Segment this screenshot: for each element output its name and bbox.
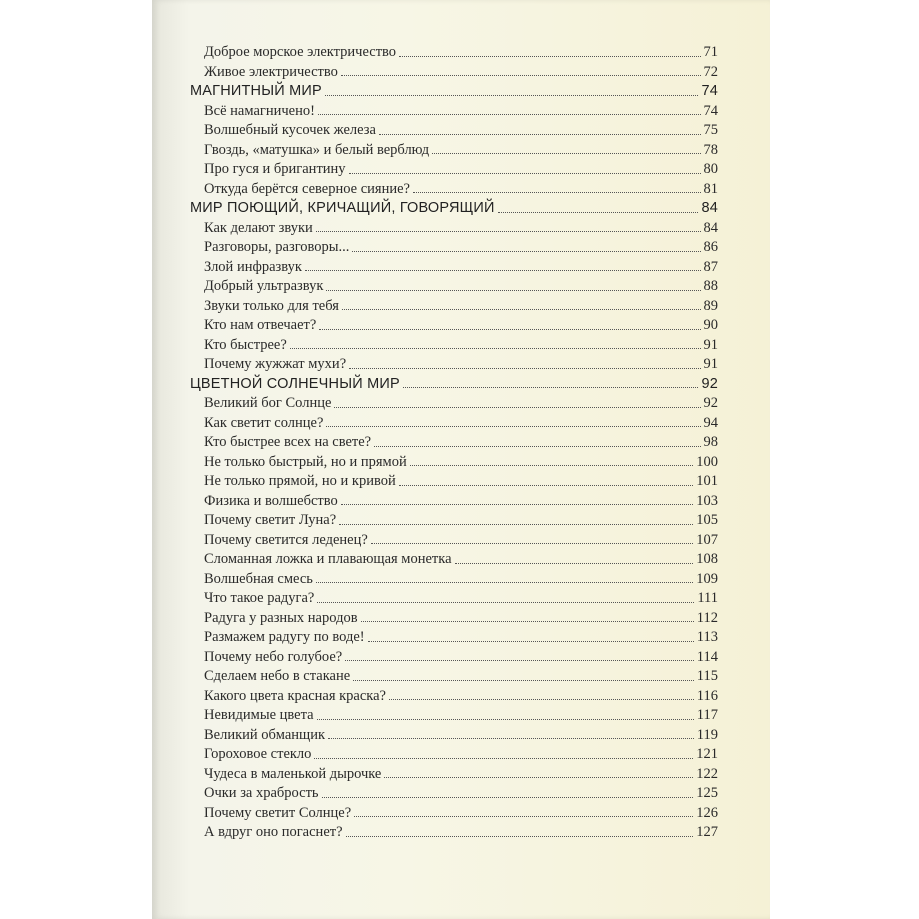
toc-entry-title: Как светит солнце? <box>204 414 324 431</box>
toc-entry-title: Великий обманщик <box>204 726 326 743</box>
toc-entry-page-number: 122 <box>696 765 718 782</box>
toc-entry-page-number: 87 <box>703 258 718 275</box>
toc-entry-page-number: 109 <box>696 570 718 587</box>
dot-leader <box>316 231 701 232</box>
dot-leader <box>410 465 694 466</box>
dot-leader <box>349 173 701 174</box>
dot-leader <box>498 212 699 213</box>
toc-entry <box>190 627 718 647</box>
toc-entry-title: Разговоры, разговоры... <box>204 239 350 255</box>
toc-entry-page-number: 117 <box>696 707 718 723</box>
toc-entry-page-number: 89 <box>703 297 718 314</box>
toc-entry <box>190 725 718 745</box>
toc-entry <box>190 491 718 511</box>
dot-leader <box>305 270 701 271</box>
dot-leader <box>349 368 700 369</box>
toc-entry-page-number: 116 <box>696 687 718 704</box>
toc-entry-title: Радуга у разных народов <box>204 609 358 626</box>
dot-leader <box>413 192 701 193</box>
dot-leader <box>290 348 701 349</box>
toc-entry <box>190 803 718 823</box>
toc-entry-title: Кто быстрее всех на свете? <box>204 434 372 450</box>
dot-leader <box>322 797 694 798</box>
toc-entry <box>190 686 718 706</box>
toc-entry-page-number: 72 <box>703 63 718 80</box>
dot-leader <box>317 719 694 720</box>
toc-section-heading <box>190 81 718 101</box>
dot-leader <box>316 582 693 583</box>
toc-entry-title: Про гуся и бригантину <box>204 161 346 177</box>
toc-entry <box>190 62 718 82</box>
toc-entry-page-number: 119 <box>696 726 718 743</box>
toc-entry-title: Доброе морское электричество <box>204 44 397 60</box>
toc-entry-title: Гвоздь, «матушка» и белый верблюд <box>204 141 430 158</box>
toc-entry-page-number: 126 <box>696 804 718 821</box>
toc-entry <box>190 432 718 452</box>
dot-leader <box>352 251 700 252</box>
toc-entry-title: Всё намагничено! <box>204 102 315 119</box>
toc-entry-title: Какого цвета красная краска? <box>204 687 386 704</box>
toc-entry-title: Очки за храбрость <box>204 785 319 801</box>
dot-leader <box>342 309 701 310</box>
toc-entry <box>190 666 718 686</box>
toc-entry <box>190 140 718 160</box>
toc-entry-page-number: 112 <box>696 609 718 626</box>
toc-entry-page-number: 114 <box>696 648 718 665</box>
toc-entry <box>190 296 718 316</box>
dot-leader <box>403 387 699 388</box>
toc-entry-page-number: 81 <box>703 180 718 197</box>
toc-entry-page-number: 101 <box>696 473 718 489</box>
dot-leader <box>432 153 700 154</box>
toc-entry <box>190 588 718 608</box>
toc-entry-page-number: 94 <box>703 414 718 431</box>
toc-entry-page-number: 127 <box>696 824 718 840</box>
toc-entry-title: Откуда берётся северное сияние? <box>204 180 410 197</box>
toc-entry-page-number: 84 <box>701 200 718 216</box>
toc-entry-title: Гороховое стекло <box>204 746 312 762</box>
toc-entry <box>190 335 718 355</box>
dot-leader <box>314 758 693 759</box>
toc-entry <box>190 276 718 296</box>
dot-leader <box>317 602 694 603</box>
toc-entry-page-number: 75 <box>703 122 718 138</box>
toc-entry-page-number: 86 <box>703 239 718 255</box>
toc-entry-title: ЦВЕТНОЙ СОЛНЕЧНЫЙ МИР <box>190 375 400 392</box>
toc-entry-page-number: 92 <box>701 375 718 392</box>
toc-entry <box>190 549 718 569</box>
dot-leader <box>318 114 701 115</box>
dot-leader <box>379 134 701 135</box>
table-of-contents <box>190 42 718 842</box>
toc-entry <box>190 744 718 764</box>
toc-entry-page-number: 103 <box>696 492 718 509</box>
toc-entry <box>190 413 718 433</box>
toc-entry-title: Физика и волшебство <box>204 492 338 509</box>
toc-entry-page-number: 84 <box>703 219 718 236</box>
toc-entry <box>190 101 718 121</box>
toc-entry-title: Добрый ультразвук <box>204 278 324 294</box>
toc-entry <box>190 218 718 238</box>
toc-entry-title: Кто нам отвечает? <box>204 317 317 333</box>
toc-entry-title: Звуки только для тебя <box>204 297 339 314</box>
toc-entry <box>190 452 718 472</box>
toc-entry <box>190 471 718 491</box>
dot-leader <box>346 836 694 837</box>
toc-entry-page-number: 74 <box>703 102 718 119</box>
toc-entry-page-number: 125 <box>696 785 718 801</box>
toc-entry-title: МАГНИТНЫЙ МИР <box>190 83 322 99</box>
toc-entry-title: А вдруг оно погаснет? <box>204 824 343 840</box>
dot-leader <box>341 504 693 505</box>
toc-entry <box>190 530 718 550</box>
toc-entry-title: Почему светит Луна? <box>204 512 337 528</box>
toc-entry-title: Волшебная смесь <box>204 570 313 587</box>
toc-entry-title: Злой инфразвук <box>204 258 302 275</box>
toc-entry-title: Почему небо голубое? <box>204 648 343 665</box>
toc-entry <box>190 647 718 667</box>
dot-leader <box>361 621 694 622</box>
toc-entry <box>190 393 718 413</box>
toc-entry <box>190 569 718 589</box>
toc-entry-title: Почему жужжат мухи? <box>204 356 347 372</box>
toc-entry <box>190 354 718 374</box>
toc-entry-page-number: 115 <box>696 668 718 684</box>
toc-entry <box>190 822 718 842</box>
dot-leader <box>368 641 694 642</box>
toc-entry-page-number: 105 <box>696 512 718 528</box>
toc-entry-page-number: 98 <box>703 434 718 450</box>
toc-entry-title: Не только прямой, но и кривой <box>204 473 396 489</box>
toc-entry <box>190 237 718 257</box>
toc-entry-title: Почему светится леденец? <box>204 531 368 548</box>
toc-entry-page-number: 92 <box>703 395 718 411</box>
toc-entry-page-number: 121 <box>696 746 718 762</box>
toc-entry-page-number: 113 <box>696 629 718 645</box>
dot-leader <box>339 524 693 525</box>
toc-entry-title: Не только быстрый, но и прямой <box>204 453 407 470</box>
toc-entry <box>190 608 718 628</box>
dot-leader <box>325 95 699 96</box>
dot-leader <box>374 446 700 447</box>
dot-leader <box>345 660 694 661</box>
dot-leader <box>371 543 693 544</box>
toc-entry-title: Невидимые цвета <box>204 707 314 723</box>
toc-entry-title: Как делают звуки <box>204 219 313 236</box>
toc-entry-page-number: 88 <box>703 278 718 294</box>
dot-leader <box>341 75 701 76</box>
toc-entry-page-number: 100 <box>696 453 718 470</box>
dot-leader <box>326 426 700 427</box>
toc-entry-page-number: 80 <box>703 161 718 177</box>
toc-entry-page-number: 107 <box>696 531 718 548</box>
toc-entry-page-number: 90 <box>703 317 718 333</box>
toc-section-heading <box>190 374 718 394</box>
toc-entry <box>190 510 718 530</box>
toc-entry-title: Кто быстрее? <box>204 336 287 353</box>
toc-entry <box>190 42 718 62</box>
toc-entry-title: Что такое радуга? <box>204 590 315 606</box>
toc-entry-page-number: 91 <box>703 336 718 353</box>
toc-entry-title: Сломанная ложка и плавающая монетка <box>204 551 452 567</box>
toc-entry-page-number: 108 <box>696 551 718 567</box>
toc-entry-title: МИР ПОЮЩИЙ, КРИЧАЩИЙ, ГОВОРЯЩИЙ <box>190 200 495 216</box>
dot-leader <box>399 485 694 486</box>
toc-entry <box>190 764 718 784</box>
toc-entry-title: Волшебный кусочек железа <box>204 122 376 138</box>
toc-entry <box>190 783 718 803</box>
toc-entry-title: Сделаем небо в стакане <box>204 668 351 684</box>
dot-leader <box>399 56 700 57</box>
toc-entry-title: Почему светит Солнце? <box>204 804 352 821</box>
dot-leader <box>455 563 694 564</box>
toc-entry-page-number: 111 <box>697 590 718 606</box>
toc-entry <box>190 705 718 725</box>
dot-leader <box>328 738 694 739</box>
dot-leader <box>389 699 694 700</box>
toc-entry-title: Размажем радугу по воде! <box>204 629 365 645</box>
toc-entry <box>190 315 718 335</box>
toc-entry <box>190 179 718 199</box>
toc-entry-title: Чудеса в маленькой дырочке <box>204 765 382 782</box>
dot-leader <box>384 777 693 778</box>
toc-entry-page-number: 91 <box>703 356 718 372</box>
toc-entry-title: Великий бог Солнце <box>204 395 332 411</box>
dot-leader <box>319 329 700 330</box>
toc-entry <box>190 120 718 140</box>
dot-leader <box>334 407 700 408</box>
dot-leader <box>354 816 693 817</box>
toc-section-heading <box>190 198 718 218</box>
dot-leader <box>326 290 700 291</box>
toc-entry <box>190 159 718 179</box>
toc-entry-page-number: 78 <box>703 141 718 158</box>
toc-entry <box>190 257 718 277</box>
toc-entry-page-number: 71 <box>703 44 718 60</box>
toc-entry-page-number: 74 <box>701 83 718 99</box>
toc-entry-title: Живое электричество <box>204 63 338 80</box>
dot-leader <box>353 680 694 681</box>
